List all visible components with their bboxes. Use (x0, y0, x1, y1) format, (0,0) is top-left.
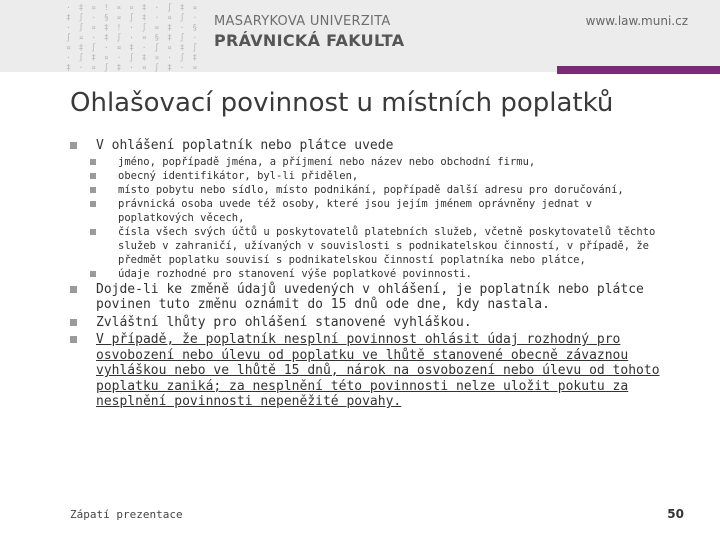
square-bullet-icon (70, 142, 77, 149)
slide-header (0, 0, 720, 72)
sub-bullet-list (70, 155, 690, 281)
university-logo-pattern-icon: · ‡ ¤ ! ∝ ¤ ‡ · ∫ ‡ ¤ ‡ ∫ · § ¤ ∫ ‡ · ¤ ∫ · · ∫ ¤ ‡ ! · ∫ ¤ ‡ · § ∫ ¤ · ‡ ∫ · ¤ § ‡ ∫ · ¤ ‡ ∫ · ¤ ‡ · ∫ ¤ ‡ ∫ · ∫ ‡ ¤ · ∫ ‡ ¤ · ∫ ‡ ‡ · ¤ ∫ ‡ · ¤ ∫ ‡ · ¤ (66, 3, 199, 72)
sub-bullet-item (70, 197, 672, 225)
bullet-text-underlined: V případě, že poplatník nesplní povinnost ohlásit údaj rozhodný pro osvobození nebo úlevu od poplatku ve lhůtě stanovené obecně závaznou vyhláškou nebo ve lhůtě 15 dnů, nárok na osvobození nebo úlevu od tohoto poplatku zaniká; za nesplnění této povinnosti nelze uložit pokutu za nesplnění povinnosti nepeněžité povahy. (96, 332, 660, 409)
square-bullet-icon (70, 319, 77, 326)
square-bullet-icon (90, 159, 96, 165)
slide-content (70, 138, 690, 410)
accent-bar (557, 66, 720, 74)
bullet-item (70, 138, 690, 154)
sub-bullet-item (70, 169, 672, 183)
bullet-text: Zvláštní lhůty pro ohlášení stanovené vyhláškou. (96, 314, 472, 330)
square-bullet-icon (90, 173, 96, 179)
sub-bullet-item (70, 225, 672, 267)
sub-bullet-text: místo pobytu nebo sídlo, místo podnikání, popřípadě další adresu pro doručování, (118, 183, 624, 196)
sub-bullet-text: obecný identifikátor, byl-li přidělen, (118, 169, 359, 182)
footer-text: Zápatí prezentace (70, 508, 183, 521)
square-bullet-icon (90, 229, 96, 235)
bullet-item (70, 332, 690, 410)
faculty-name: PRÁVNICKÁ FAKULTA (214, 31, 405, 50)
sub-bullet-text: jméno, popřípadě jména, a příjmení nebo název nebo obchodní firmu, (118, 155, 536, 168)
sub-bullet-text: právnická osoba uvede též osoby, které jsou jejím jménem oprávněny jednat v poplatkových věcech, (118, 197, 593, 224)
bullet-item (70, 315, 690, 331)
sub-bullet-item (70, 267, 672, 281)
sub-bullet-item (70, 183, 672, 197)
website-url[interactable]: www.law.muni.cz (585, 14, 688, 28)
slide-title: Ohlašovací povinnost u místních poplatků (70, 88, 614, 118)
sub-bullet-text: údaje rozhodné pro stanovení výše poplatkové povinnosti. (118, 267, 473, 280)
square-bullet-icon (70, 336, 77, 343)
sub-bullet-item (70, 155, 672, 169)
bullet-text: Dojde-li ke změně údajů uvedených v ohlášení, je poplatník nebo plátce povinen tuto změnu oznámit do 15 dnů ode dne, kdy nastala. (96, 281, 644, 312)
page-number: 50 (667, 507, 684, 521)
square-bullet-icon (90, 201, 96, 207)
bullet-text: V ohlášení poplatník nebo plátce uvede (96, 138, 394, 153)
bullet-item (70, 282, 690, 313)
square-bullet-icon (90, 187, 96, 193)
square-bullet-icon (90, 271, 96, 277)
square-bullet-icon (70, 286, 77, 293)
university-name: MASARYKOVA UNIVERZITA (214, 14, 391, 29)
sub-bullet-text: čísla všech svých účtů u poskytovatelů platebních služeb, včetně poskytovatelů těchto služeb v zahraničí, užívaných v souvislosti s podnikatelskou činností, v případě, že předmět poplatku souvisí s podnikatelskou činností poplatníka nebo plátce, (118, 225, 656, 266)
